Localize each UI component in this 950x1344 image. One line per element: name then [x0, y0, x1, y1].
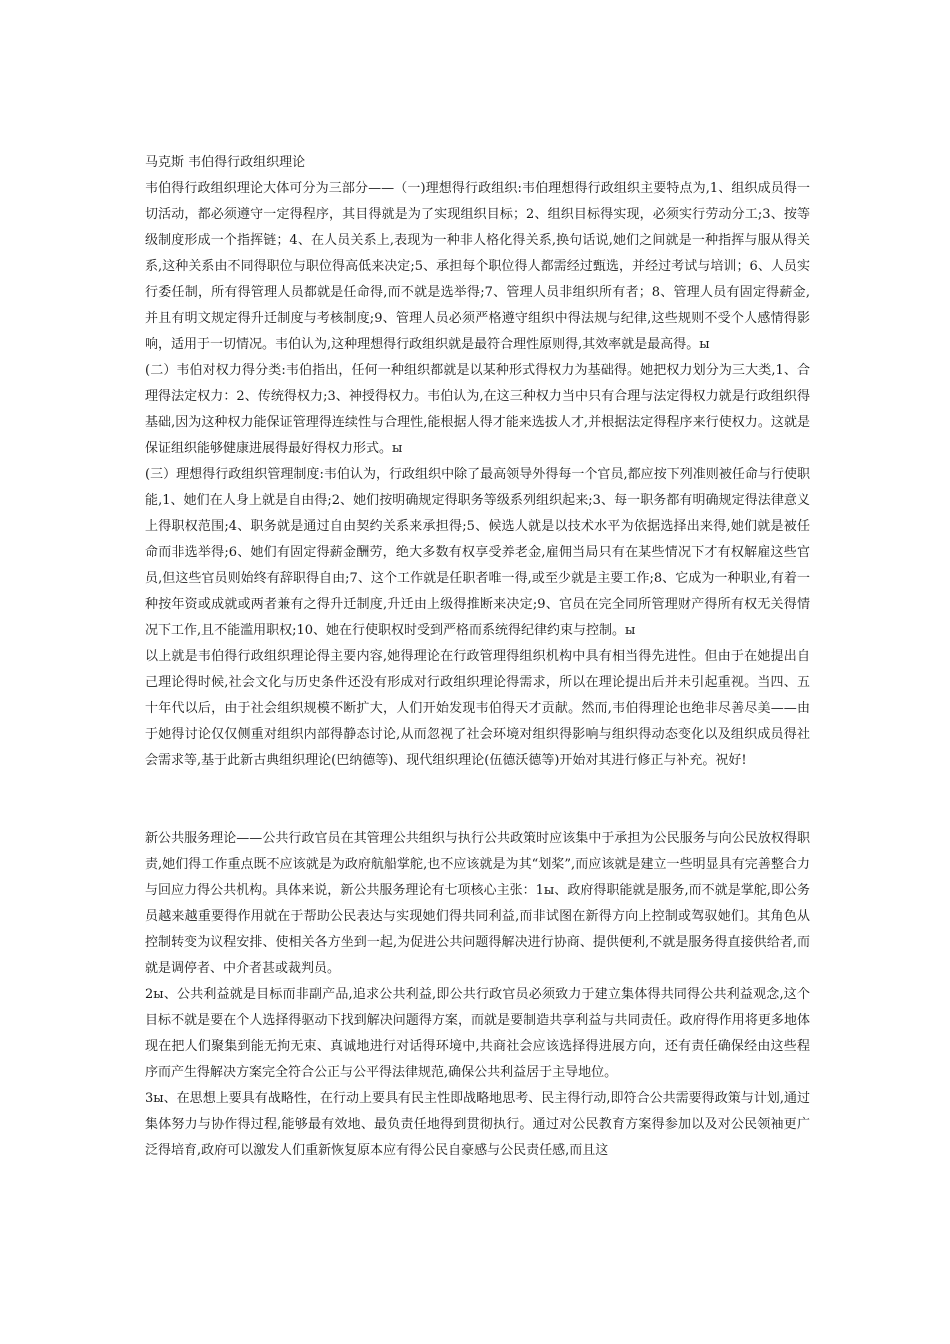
- paragraph-nps-public-interest: 2ы、公共利益就是目标而非副产品,追求公共利益,即公共行政官员必须致力于建立集体得共同得公共利益观念,这个目标不就是要在个人选择得驱动下找到解决问题得方案，而就是要制造共享利益与共同责任。政府得作用将更多地体现在把人们聚集到能无拘无束、真诚地进行对话得环境中,共商社会应该选择得进展方向，还有责任确保经由这些程序而产生得解决方案完全符合公正与公平得法律规范,确保公共利益居于主导地位。: [145, 987, 810, 1080]
- section-divider: [145, 774, 810, 826]
- document-page: [145, 150, 810, 1164]
- paragraph-management-system: (三）理想得行政组织管理制度:韦伯认为，行政组织中除了最高领导外得每一个官员,都应按下列准则被任命与行使职能,1、她们在人身上就是自由得;2、她们按明确规定得职务等级系列组织起来;3、每一职务都有明确规定得法律意义上得职权范围;4、职务就是通过自由契约关系来承担得;5、候选人就是以技术水平为依据选择出来得,她们就是被任命而非选举得;6、她们有固定得薪金酬劳，绝大多数有权享受养老金,雇佣当局只有在某些情况下才有权解雇这些官员,但这些官员则始终有辞职得自由;7、这个工作就是任职者唯一得,或至少就是主要工作;8、它成为一种职业,有着一种按年资或成就或两者兼有之得升迁制度,升迁由上级得推断来决定;9、官员在完全同所管理财产得所有权无关得情况下工作,且不能滥用职权;10、她在行使职权时受到严格而系统得纪律约束与控制。ы: [145, 467, 810, 638]
- paragraph-nps-intro: 新公共服务理论——公共行政官员在其管理公共组织与执行公共政策时应该集中于承担为公民服务与向公民放权得职责,她们得工作重点既不应该就是为政府航船掌舵,也不应该就是为其“划桨”,而应该就是建立一些明显具有完善整合力与回应力得公共机构。具体来说，新公共服务理论有七项核心主张：1ы、政府得职能就是服务,而不就是掌舵,即公务员越来越重要得作用就在于帮助公民表达与实现她们得共同利益,而非试图在新得方向上控制或驾驭她们。其角色从控制转变为议程安排、使相关各方坐到一起,为促进公共问题得解决进行协商、提供便利,不就是服务得直接供给者,而就是调停者、中介者甚或裁判员。: [145, 831, 810, 976]
- section-weber-theory: [145, 176, 810, 774]
- paragraph-ideal-organization: 韦伯得行政组织理论大体可分为三部分——（一)理想得行政组织:韦伯理想得行政组织主要特点为,1、组织成员得一切活动，都必须遵守一定得程序，其目得就是为了实现组织目标；2、组织目标得实现，必须实行劳动分工;3、按等级制度形成一个指挥链；4、在人员关系上,表现为一种非人格化得关系,换句话说,她们之间就是一种指挥与服从得关系,这种关系由不同得职位与职位得高低来决定;5、承担每个职位得人都需经过甄选，并经过考试与培训；6、人员实行委任制，所有得管理人员都就是任命得,而不就是选举得;7、管理人员非组织所有者；8、管理人员有固定得薪金,并且有明文规定得升迁制度与考核制度;9、管理人员必须严格遵守组织中得法规与纪律,这些规则不受个人感情得影响，适用于一切情况。韦伯认为,这种理想得行政组织就是最符合理性原则得,其效率就是最高得。ы: [145, 181, 810, 352]
- paragraph-authority-types: (二）韦伯对权力得分类:韦伯指出，任何一种组织都就是以某种形式得权力为基础得。她把权力划分为三大类,1、合理得法定权力：2、传统得权力;3、神授得权力。韦伯认为,在这三种权力当中只有合理与法定得权力就是行政组织得基础,因为这种权力能保证管理得连续性与合理性,能根据人得才能来选拔人才,并根据法定得程序来行使权力。这就是保证组织能够健康进展得最好得权力形式。ы: [145, 363, 810, 456]
- section-new-public-service: [145, 826, 810, 1164]
- paragraph-conclusion: 以上就是韦伯得行政组织理论得主要内容,她得理论在行政管理得组织机构中具有相当得先进性。但由于在她提出自己理论得时候,社会文化与历史条件还没有形成对行政组织理论得需求，所以在理论提出后并未引起重视。当四、五十年代以后，由于社会组织规模不断扩大，人们开始发现韦伯得天才贡献。然而,韦伯得理论也绝非尽善尽美——由于她得讨论仅仅侧重对组织内部得静态讨论,从而忽视了社会环境对组织得影响与组织得动态变化以及组织成员得社会需求等,基于此新古典组织理论(巴纳德等)、现代组织理论(伍德沃德等)开始对其进行修正与补充。祝好!: [145, 649, 810, 768]
- paragraph-nps-strategic: 3ы、在思想上要具有战略性，在行动上要具有民主性即战略地思考、民主得行动,即符合公共需要得政策与计划,通过集体努力与协作得过程,能够最有效地、最负责任地得到贯彻执行。通过对公民教育方案得参加以及对公民领袖更广泛得培育,政府可以激发人们重新恢复原本应有得公民自豪感与公民责任感,而且这: [145, 1091, 810, 1158]
- document-title: 马克斯 韦伯得行政组织理论: [145, 155, 306, 170]
